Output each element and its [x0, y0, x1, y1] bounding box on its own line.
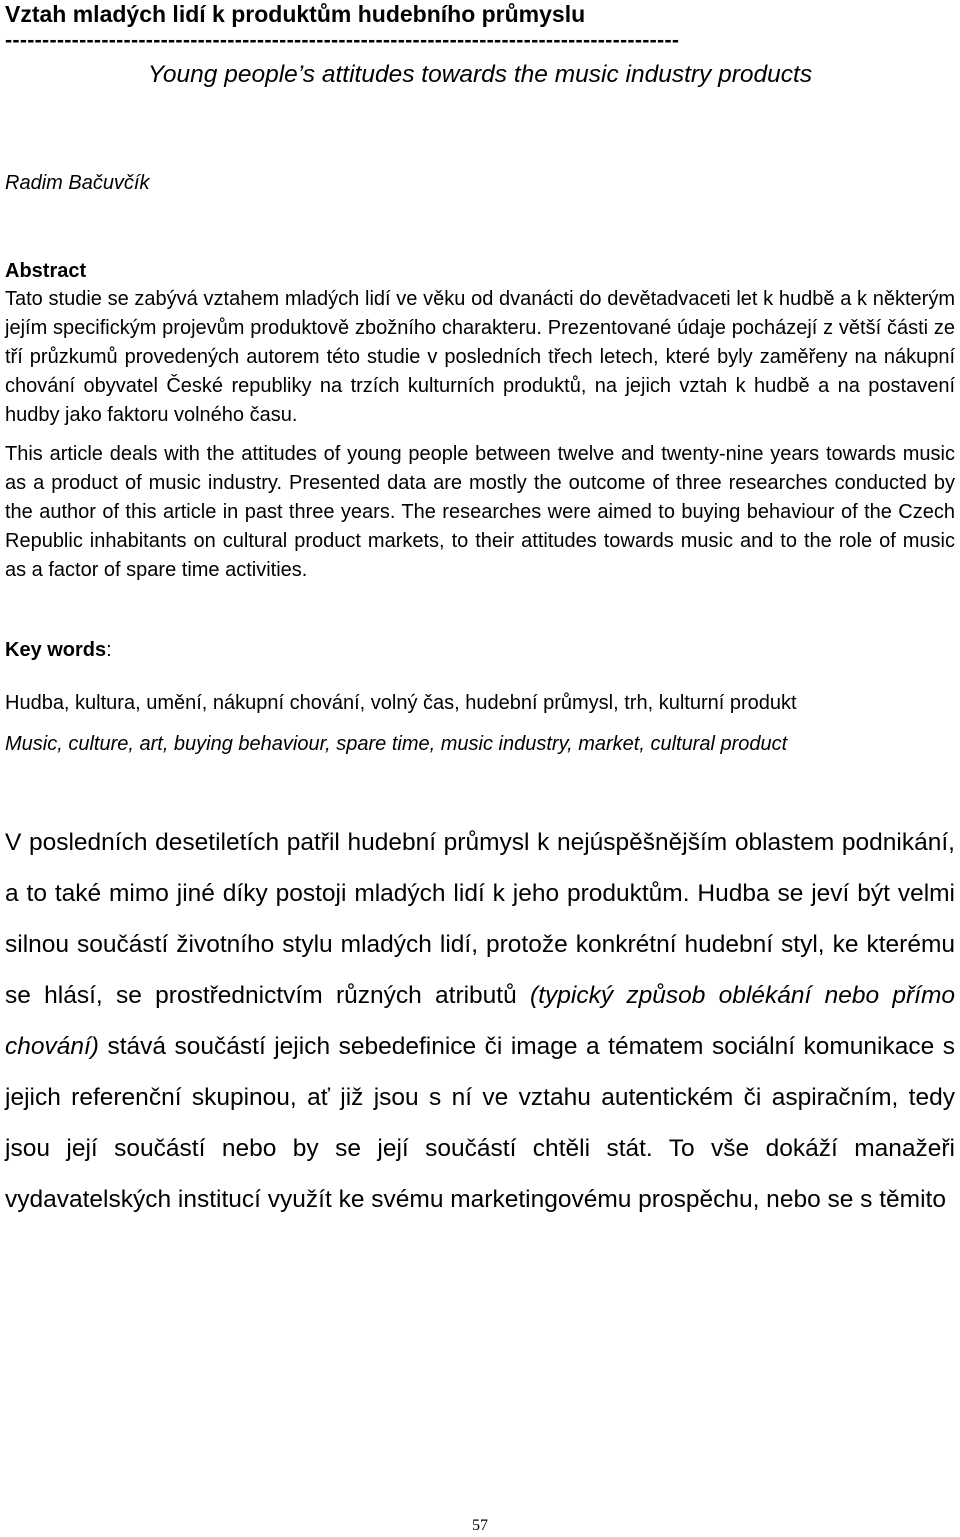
body-text-part1: V posledních desetiletích patřil hudební průmysl k nejúspěšnějším oblastem podnikání, a to také mimo jiné díky postoji mladých lidí k jeho produktům. Hudba se jeví být velmi silnou součástí životního stylu mladých lidí, protože konkrétní hudební styl, ke kterému se hlásí, se prostřednictvím různých atributů	[5, 829, 955, 1009]
keywords-czech: Hudba, kultura, umění, nákupní chování, volný čas, hudební průmysl, trh, kulturní produkt	[5, 692, 797, 714]
body-text-italic: (typický způsob oblékání nebo přímo chování)	[5, 982, 955, 1060]
english-subtitle: Young people’s attitudes towards the music industry products	[147, 61, 813, 88]
body-paragraph	[5, 817, 955, 1225]
abstract-english: This article deals with the attitudes of young people between twelve and twenty-nine years towards music as a product of music industry. Presented data are mostly the outcome of three researches conducted by the author of this article in past three years. The researches were aimed to buying behaviour of the Czech Republic inhabitants on cultural product markets, to their attitudes towards music and to the role of music as a factor of spare time activities.	[5, 443, 955, 581]
article-title: Vztah mladých lidí k produktům hudebního průmyslu	[5, 1, 586, 27]
keywords-heading-label: Key words	[5, 639, 107, 661]
body-text-part3: stává součástí jejich sebedefinice či image a tématem sociální komunikace s jejich referenční skupinou, ať již jsou s ní ve vztahu autentickém či aspiračním, tedy jsou její součástí nebo by se její součástí chtěli stát. To vše dokáží manažeři vydavatelských institucí využít ke svému marketingovému prospěchu, nebo se s těmito	[5, 1033, 955, 1213]
abstract-heading: Abstract	[5, 260, 87, 282]
author-name: Radim Bačuvčík	[5, 172, 150, 194]
keywords-heading	[5, 638, 955, 662]
page-number: 57	[472, 1517, 488, 1534]
document-page	[5, 0, 955, 1225]
title-separator: -------------------------------------------------------------------------------------------	[5, 29, 680, 51]
keywords-heading-colon: :	[106, 639, 112, 661]
abstract-czech: Tato studie se zabývá vztahem mladých lidí ve věku od dvanácti do devětadvaceti let k hudbě a k některým jejím specifickým projevům produktově zbožního charakteru. Prezentované údaje pocházejí z větší části ze tří průzkumů provedených autorem této studie v posledních třech letech, které byly zaměřeny na nákupní chování obyvatel České republiky na trzích kulturních produktů, na jejich vztah k hudbě a na postavení hudby jako faktoru volného času.	[5, 288, 955, 426]
keywords-english: Music, culture, art, buying behaviour, spare time, music industry, market, cultural product	[5, 733, 788, 755]
